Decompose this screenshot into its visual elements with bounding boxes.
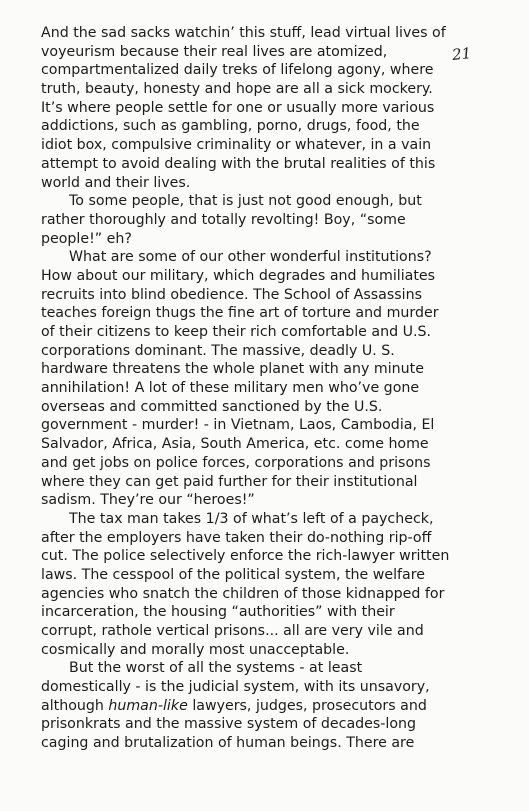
text-line: idiot box, compulsive criminality or whatever, in a vain <box>41 137 432 154</box>
text-line: Salvador, Africa, Asia, South America, etc. come home <box>41 436 429 453</box>
text-line: world and their lives. <box>41 174 191 191</box>
text-line: attempt to avoid dealing with the brutal realities of this <box>41 155 436 172</box>
text-line: voyeurism because their real lives are atomized, <box>41 43 388 60</box>
text-line: addictions, such as gambling, porno, drugs, food, the <box>41 118 420 135</box>
text-line: teaches foreign thugs the fine art of torture and murder <box>41 305 439 322</box>
body-text <box>41 24 471 753</box>
text-line: after the employers have taken their do-nothing rip-off <box>41 529 432 546</box>
text-line: What are some of our other wonderful institutions? <box>69 249 432 266</box>
text-line: people!” eh? <box>41 230 132 247</box>
text-line: cosmically and morally most unacceptable. <box>41 641 350 658</box>
text-fragment: lawyers, judges, prosecutors and <box>187 697 427 714</box>
text-line: The tax man takes 1/3 of what’s left of a paycheck, <box>69 510 434 527</box>
italic-text: human-like <box>108 697 188 714</box>
text-line: truth, beauty, honesty and hope are all a sick mockery. <box>41 81 433 98</box>
text-line: and get jobs on police forces, corporations and prisons <box>41 454 431 471</box>
text-line: How about our military, which degrades and humiliates <box>41 267 436 284</box>
text-line: agencies who snatch the children of those kidnapped for <box>41 585 445 602</box>
text-line: caging and brutalization of human beings. There are <box>41 735 415 752</box>
text-line: incarceration, the housing “authorities” with their <box>41 604 395 621</box>
text-line: But the worst of all the systems - at least <box>69 660 363 677</box>
page-number: 21 <box>451 44 472 64</box>
text-line: compartmentalized daily treks of lifelong agony, where <box>41 62 434 79</box>
text-line: of their citizens to keep their rich comfortable and U.S. <box>41 324 432 340</box>
text-line: domestically - is the judicial system, with its unsavory, <box>41 679 430 696</box>
text-line: sadism. They’re our “heroes!” <box>41 492 255 509</box>
text-line: government - murder! - in Vietnam, Laos, Cambodia, El <box>41 417 435 434</box>
text-line: recruits into blind obedience. The School of Assassins <box>41 286 422 303</box>
text-line: laws. The cesspool of the political system, the welfare <box>41 566 425 583</box>
text-line: rather thoroughly and totally revolting! Boy, “some <box>41 211 406 228</box>
text-line: It’s where people settle for one or usually more various <box>41 99 435 116</box>
text-line: hardware threatens the whole planet with any minute <box>41 361 424 378</box>
text-line: To some people, that is just not good enough, but <box>69 193 422 210</box>
text-line: And the sad sacks watchin’ this stuff, lead virtual lives of <box>41 25 446 41</box>
text-line <box>41 697 471 716</box>
text-line: corporations dominant. The massive, deadly U. S. <box>41 342 395 359</box>
text-line: cut. The police selectively enforce the rich-lawyer written <box>41 548 450 565</box>
text-line: corrupt, rathole vertical prisons... all are very vile and <box>41 623 424 639</box>
text-fragment: although <box>41 697 109 714</box>
text-line: annihilation! A lot of these military men who’ve gone <box>41 380 420 397</box>
text-line: prisonkrats and the massive system of decades-long <box>41 716 416 733</box>
text-line: overseas and committed sanctioned by the U.S. <box>41 398 383 415</box>
text-line: where they can get paid further for their institutional <box>41 473 418 490</box>
